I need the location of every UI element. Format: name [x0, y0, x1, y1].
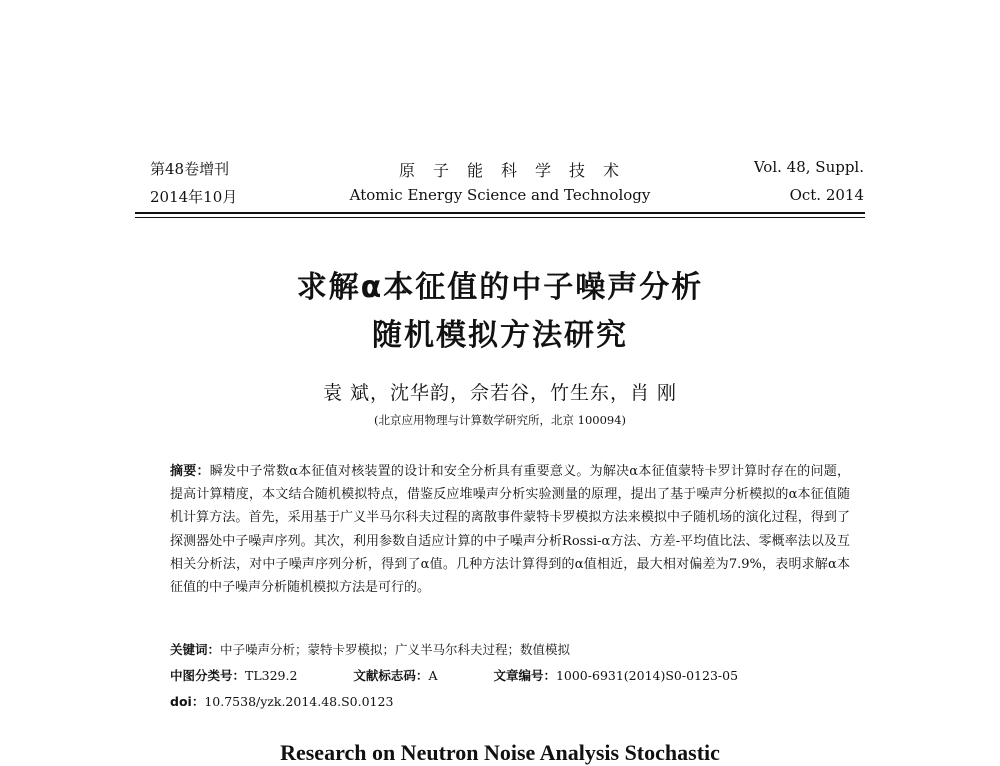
title-line-2: 随机模拟方法研究 — [372, 318, 628, 353]
keywords — [170, 640, 860, 658]
author-list: 袁 斌，沈华韵，佘若谷，竹生东，肖 刚 — [322, 382, 678, 404]
date-cn: 2014年10月 — [150, 188, 238, 206]
header-rule-thin — [135, 217, 865, 218]
doi-label: doi： — [170, 694, 205, 709]
header-rule-thick — [135, 212, 865, 214]
keywords-text: 中子噪声分析；蒙特卡罗模拟；广义半马尔科夫过程；数值模拟 — [220, 642, 571, 657]
abstract-text: 瞬发中子常数α本征值对核装置的设计和安全分析具有重要意义。为解决α本征值蒙特卡罗计算时存在的问题，提高计算精度，本文结合随机模拟特点，借鉴反应堆噪声分析实验测量的原理，提出了基于噪声分析模拟的α本征值随机计算方法。首先，采用基于广义半马尔科夫过程的离散事件蒙特卡罗模拟方法来模拟中子随机场的演化过程，得到了探测器处中子噪声序列。其次，利用参数自适应计算的中子噪声分析Rossi-α方法、方差-平均值比法、零概率法以及互相关分析法，对中子噪声序列分析，得到了α值。几种方法计算得到的α值相近，最大相对偏差为7.9%，表明求解α本征值的中子噪声分析随机模拟方法是可行的。 — [170, 464, 850, 596]
affiliation: (北京应用物理与计算数学研究所，北京 100094) — [373, 413, 627, 427]
doi-line — [170, 692, 860, 710]
doc-code-value: A — [428, 668, 438, 683]
date-en: Oct. 2014 — [789, 186, 864, 204]
doi-value: 10.7538/yzk.2014.48.S0.0123 — [204, 694, 394, 709]
classification-line — [170, 666, 860, 684]
article-number-label: 文章编号： — [493, 668, 556, 683]
abstract — [170, 460, 850, 599]
english-title: Research on Neutron Noise Analysis Stochastic — [280, 740, 720, 765]
doc-code-label: 文献标志码： — [353, 668, 429, 683]
journal-name-en: Atomic Energy Science and Technology — [349, 186, 651, 204]
title-line-1: 求解α本征值的中子噪声分析 — [296, 270, 704, 305]
abstract-label: 摘要： — [170, 464, 210, 479]
clc-value: TL329.2 — [245, 668, 298, 683]
article-number-value: 1000-6931(2014)S0-0123-05 — [555, 668, 739, 683]
keywords-label: 关键词： — [170, 642, 221, 657]
clc-label: 中图分类号： — [170, 668, 246, 683]
volume-en: Vol. 48, Suppl. — [753, 158, 864, 176]
journal-name-cn: 原子能科学技术 — [398, 161, 637, 180]
volume-cn: 第48卷增刊 — [150, 160, 230, 178]
